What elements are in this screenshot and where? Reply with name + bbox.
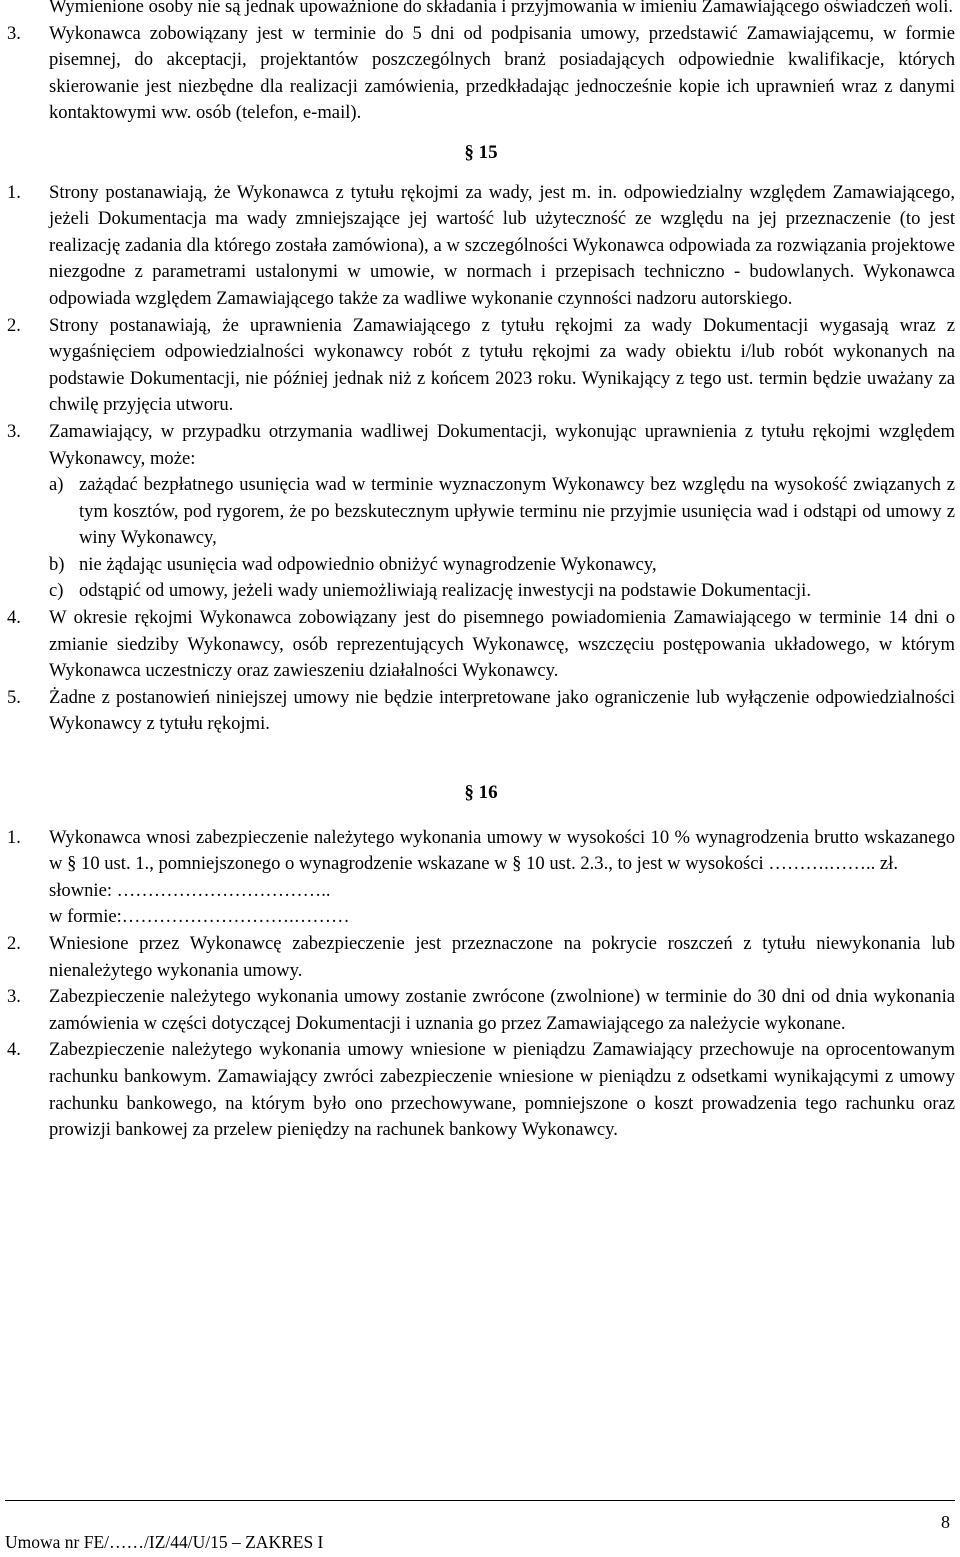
w-formie-line: w formie:……………………….……… [49,906,350,928]
item-text: Zabezpieczenie należytego wykonania umowy wniesione w pieniądzu Zamawiający przechowuje na oprocentowanym rachunku bankowym. Zamawiający zwróci zabezpieczenie wniesione w pieniądzu z odsetkami wynikającymi z umowy rachunku bankowego, na którym było ono przechowywane, pomniejszone o koszt prowadzenia tego rachunku oraz prowizji bankowej za przelew pieniędzy na rachunek bankowy Wykonawcy. [49,1039,955,1141]
slownie-line: słownie: …………………………….. [49,879,331,901]
item-number: 4. [7,1039,21,1061]
item-number: 3. [7,986,21,1008]
s16-item-1 [7,825,955,931]
sub-text: nie żądając usunięcia wad odpowiednio obniżyć wynagrodzenie Wykonawcy, [79,553,657,575]
s15-item-5 [7,685,955,738]
s16-item-4 [7,1037,955,1143]
item-text: Wniesione przez Wykonawcę zabezpieczenie jest przeznaczone na pokrycie roszczeń z tytułu niewykonania lub nienależytego wykonania umowy. [49,933,955,981]
footer-contract-ref: Umowa nr FE/……/IZ/44/U/15 – ZAKRES I [5,1532,324,1552]
sub-text: zażądać bezpłatnego usunięcia wad w terminie wyznaczonym Wykonawcy bez względu na wysokość związanych z tym kosztów, pod rygorem, że po bezskutecznym upływie terminu nie przyjmie usunięcia wad i odstąpi od umowy z winy Wykonawcy, [79,474,955,549]
sub-item-a [49,472,955,552]
item-text: Żadne z postanowień niniejszej umowy nie będzie interpretowane jako ograniczenie lub wyłączenie odpowiedzialności Wykonawcy z tytułu rękojmi. [49,686,955,735]
s15-item-4 [7,605,955,685]
item-text: Wykonawca wnosi zabezpieczenie należytego wykonania umowy w wysokości 10 % wynagrodzenia brutto wskazanego w § 10 ust. 1., pomniejszonego o wynagrodzenie wskazane w § 10 ust. 2.3., to jest w wysokości ……….…….. zł. [49,826,955,875]
item-number: 1. [7,826,21,848]
item-text: Zabezpieczenie należytego wykonania umowy zostanie zwrócone (zwolnione) w terminie do 30 dni od dnia wykonania zamówienia w części dotyczącej Dokumentacji i uznania go przez Zamawiającego za należycie wykonane. [49,986,955,1034]
item-number: 2. [7,933,21,954]
page-footer [0,1495,960,1557]
s15-item-3 [7,419,955,605]
document-page [7,0,955,1144]
item-number: 3. [7,420,21,442]
footer-divider [5,1500,955,1501]
item-number: 1. [7,181,21,203]
item-text: W okresie rękojmi Wykonawca zobowiązany jest do pisemnego powiadomienia Zamawiającego w terminie 14 dni o zmianie siedziby Wykonawcy, osób reprezentujących Wykonawcę, wszczęciu postępowania układowego, w którym Wykonawca uczestniczy oraz zawieszeniu działalności Wykonawcy. [49,607,955,682]
sub-item-b [49,552,955,579]
item-number: 2. [7,314,21,336]
page-number: 8 [941,1512,950,1532]
section-16-heading: § 16 [464,782,498,804]
intro-paragraph: Wymienione osoby nie są jednak upoważnione do składania i przyjmowania w imieniu Zamawiającego oświadczeń woli. [49,0,954,17]
item-number: 4. [7,607,21,629]
section-15-heading: § 15 [464,141,498,163]
sub-letter: a) [49,474,64,496]
item-text: Strony postanawiają, że uprawnienia Zamawiającego z tytułu rękojmi za wady Dokumentacji wygasają wraz z wygaśnięciem odpowiedzialności wykonawcy robót z tytułu rękojmi za wady obiektu i/lub robót wykonanych na podstawie Dokumentacji, nie później jednak niż z końcem 2023 roku. Wynikający z tego ust. termin będzie uważany za chwilę przyjęcia utworu. [49,314,955,416]
s15-item-2 [7,313,955,419]
item-number: 3. [7,22,21,44]
item-text: Strony postanawiają, że Wykonawca z tytułu rękojmi za wady, jest m. in. odpowiedzialny względem Zamawiającego, jeżeli Dokumentacja ma wady zmniejszające jej wartość lub użyteczność ze względu na jej przeznaczenie (to jest realizację zadania dla którego została zamówiona), a w szczególności Wykonawca odpowiada za rozwiązania projektowe niezgodne z parametrami ustalonymi w umowie, w normach i przepisach techniczno - budowlanych. Wykonawca odpowiada względem Zamawiającego także za wadliwe wykonanie czynności nadzoru autorskiego. [49,181,955,309]
item-number: 5. [7,686,21,708]
s16-item-3 [7,984,955,1037]
sub-letter: c) [49,580,64,602]
item-text: Zamawiający, w przypadku otrzymania wadliwej Dokumentacji, wykonując uprawnienia z tytułu rękojmi względem Wykonawcy, może: [49,420,955,469]
list-item-3-top [7,21,955,127]
item-body [49,419,955,605]
sub-text: odstąpić od umowy, jeżeli wady uniemożliwiają realizację inwestycji na podstawie Dokumentacji. [79,580,811,602]
s15-item-1 [7,180,955,313]
item-text: Wykonawca zobowiązany jest w terminie do 5 dni od podpisania umowy, przedstawić Zamawiającemu, w formie pisemnej, do akceptacji, projektantów poszczególnych branż posiadających odpowiednie kwalifikacje, których skierowanie jest niezbędne dla realizacji zamówienia, przedkładając jednocześnie kopie ich uprawnień wraz z danymi kontaktowymi ww. osób (telefon, e-mail). [49,22,955,124]
sub-letter: b) [49,553,65,575]
item-body [49,825,955,931]
s16-item-2 [7,931,955,984]
sub-item-c [49,578,955,605]
